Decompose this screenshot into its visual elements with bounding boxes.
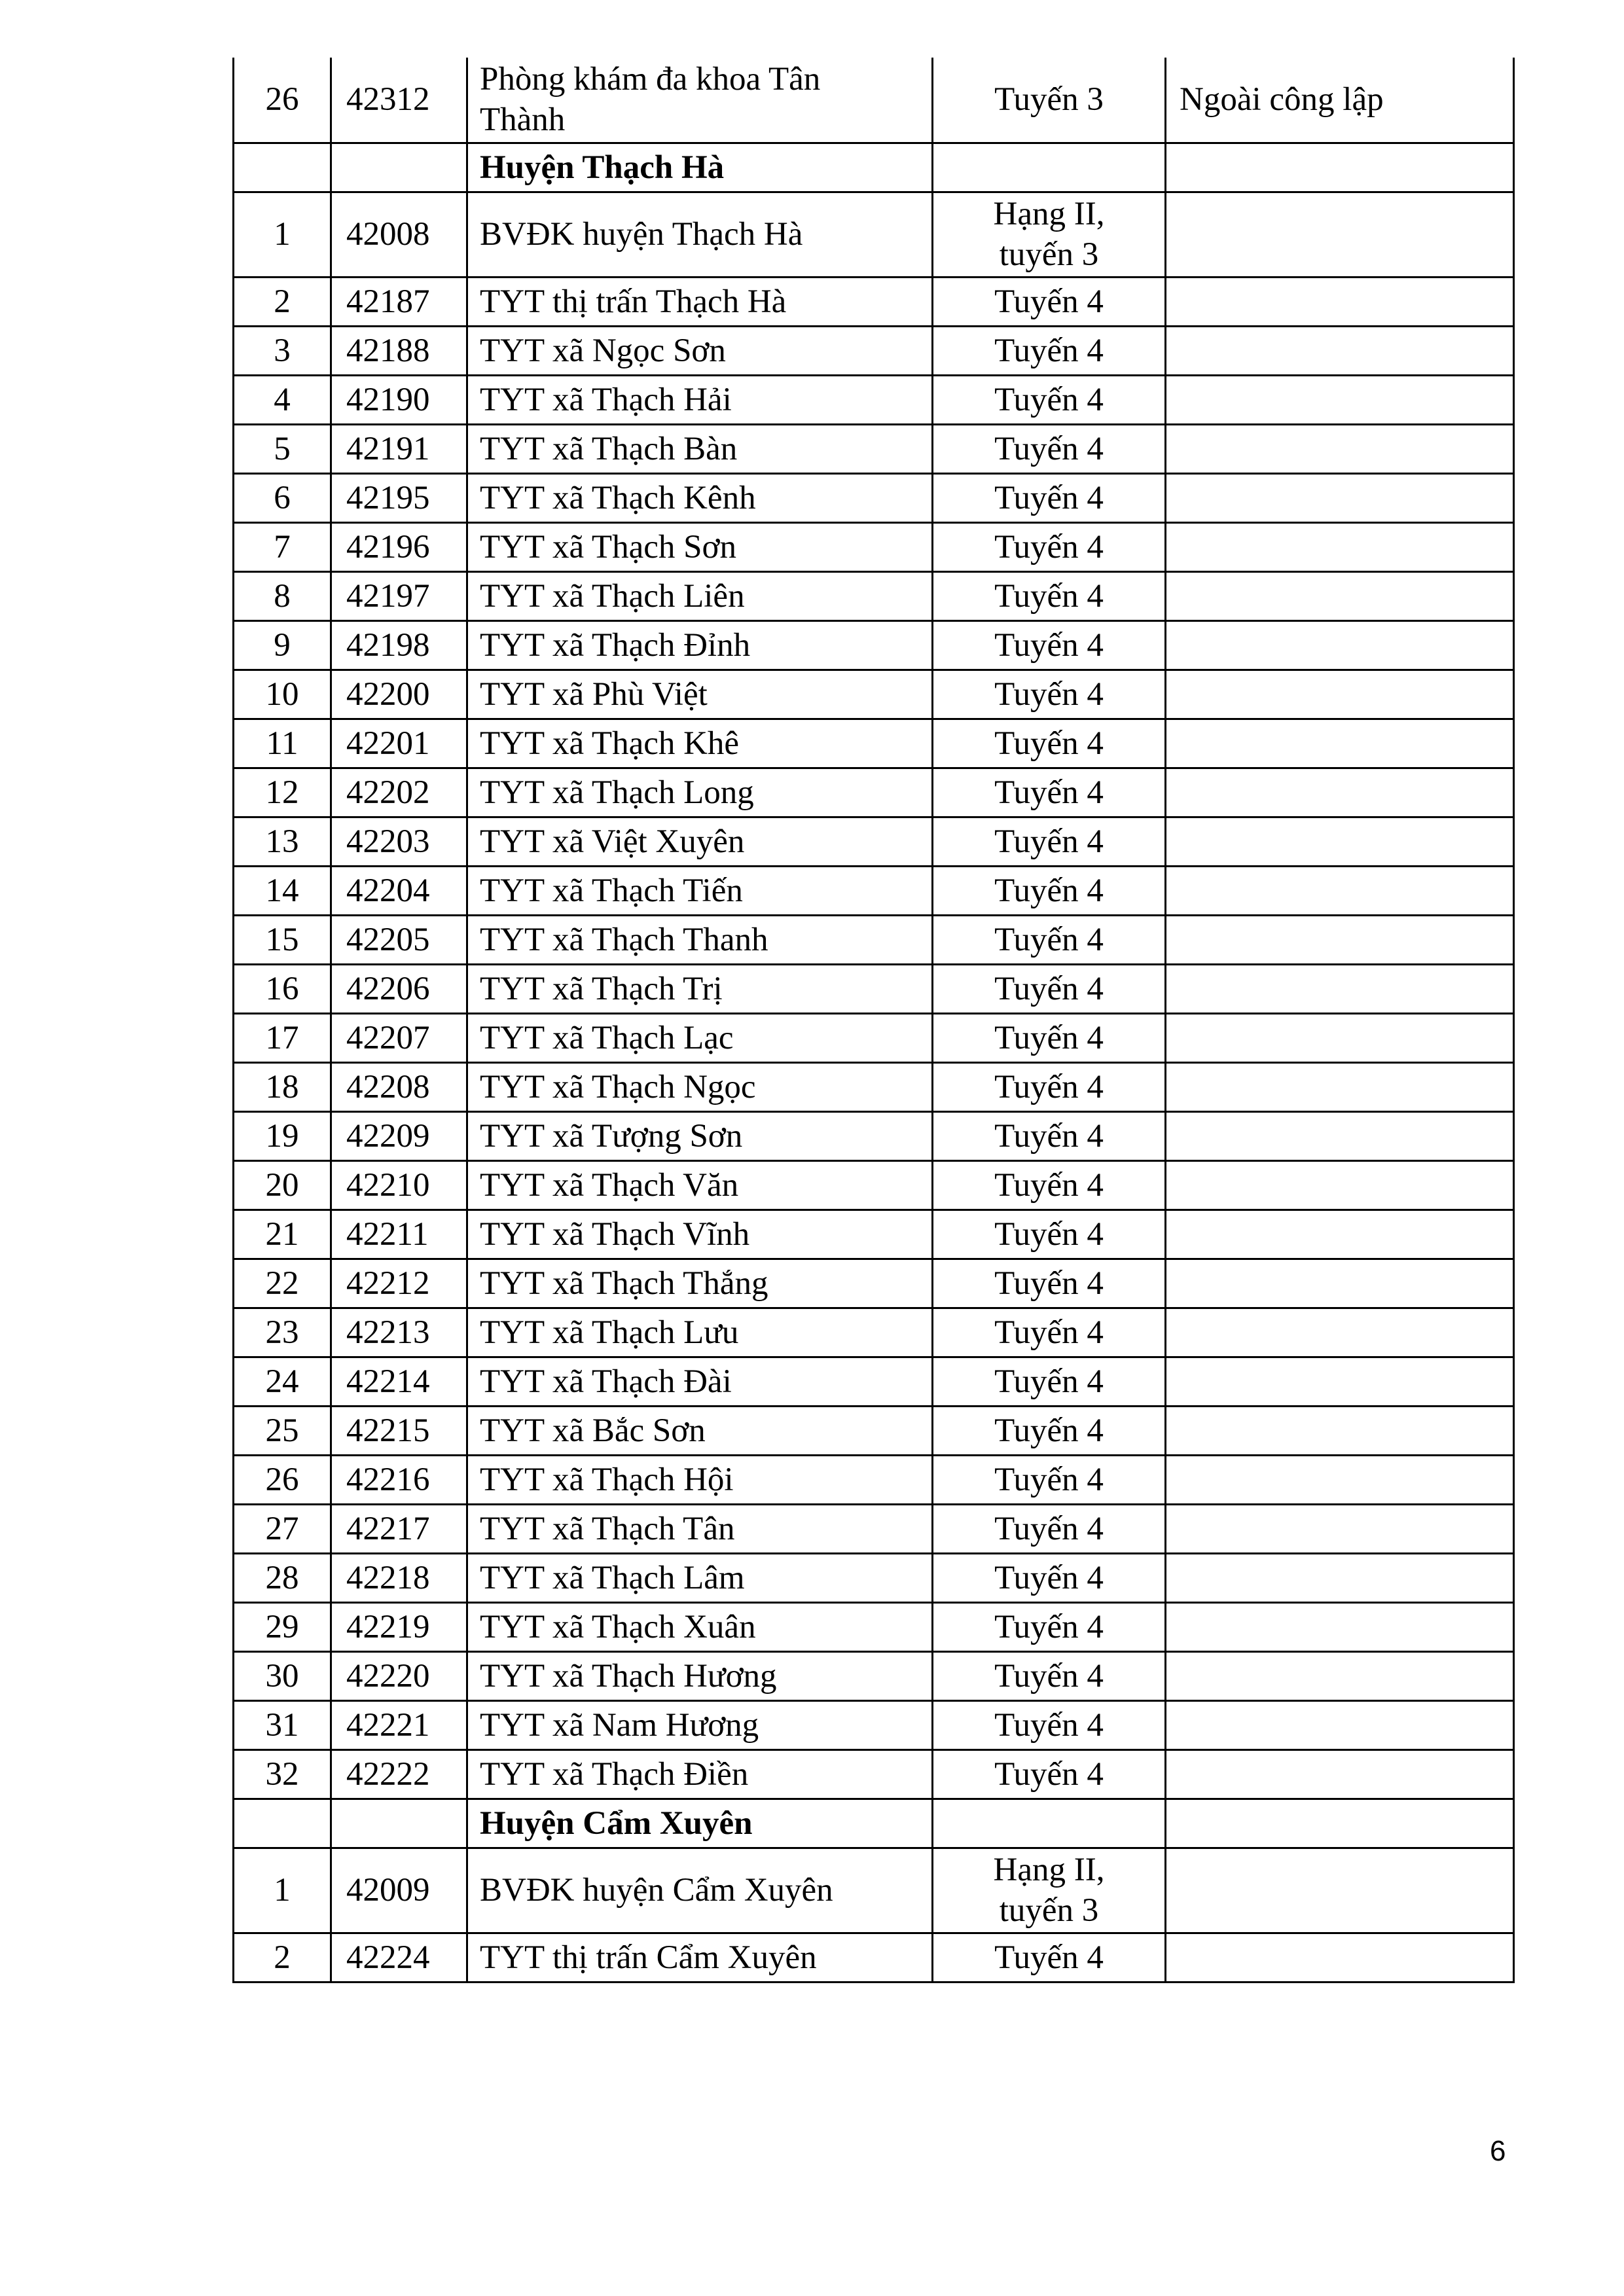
stt-cell: 13 [234,817,331,866]
facility-table [232,58,1515,1983]
ownership-type-cell [1166,915,1514,964]
ownership-type-cell [1166,1111,1514,1160]
facility-name-cell: TYT xã Thạch Kênh [467,473,933,522]
facility-name-cell: TYT xã Thạch Liên [467,571,933,620]
facility-code-cell: 42197 [331,571,467,620]
ownership-type-cell [1166,719,1514,768]
level-cell: Tuyến 4 [933,522,1166,571]
ownership-type-cell [1166,1210,1514,1259]
table-row [234,817,1514,866]
level-cell: Tuyến 4 [933,1602,1166,1651]
page-number: 6 [1490,2135,1506,2167]
ownership-type-cell [1166,768,1514,817]
facility-name-cell: BVĐK huyện Cẩm Xuyên [467,1848,933,1933]
facility-code-cell: 42219 [331,1602,467,1651]
ownership-type-cell [1166,1160,1514,1210]
facility-name-cell: TYT xã Thạch Long [467,768,933,817]
table-row [234,1210,1514,1259]
stt-cell: 32 [234,1749,331,1799]
table-row [234,866,1514,915]
facility-name-cell: TYT xã Nam Hương [467,1700,933,1749]
facility-name-cell: TYT xã Thạch Lạc [467,1013,933,1062]
table-row [234,1651,1514,1700]
level-cell: Hạng II, tuyến 3 [933,192,1166,277]
level-cell: Tuyến 4 [933,326,1166,375]
facility-code-cell: 42204 [331,866,467,915]
facility-table-body [234,58,1514,1982]
table-row [234,375,1514,424]
stt-cell: 1 [234,1848,331,1933]
table-row [234,1062,1514,1111]
facility-code-cell: 42009 [331,1848,467,1933]
level-cell: Tuyến 4 [933,620,1166,670]
table-row [234,1111,1514,1160]
table-row [234,719,1514,768]
facility-code-cell: 42209 [331,1111,467,1160]
level-cell: Tuyến 4 [933,1651,1166,1700]
ownership-type-cell [1166,1308,1514,1357]
facility-code-cell: 42210 [331,1160,467,1210]
facility-name-cell: TYT xã Việt Xuyên [467,817,933,866]
stt-cell: 16 [234,964,331,1013]
facility-name-cell: TYT xã Thạch Hội [467,1455,933,1504]
facility-name-cell: TYT xã Phù Việt [467,670,933,719]
facility-code-cell: 42224 [331,1933,467,1982]
stt-cell: 4 [234,375,331,424]
facility-name-cell: BVĐK huyện Thạch Hà [467,192,933,277]
level-cell: Tuyến 4 [933,571,1166,620]
stt-cell: 20 [234,1160,331,1210]
facility-name-cell: TYT xã Tượng Sơn [467,1111,933,1160]
table-row [234,1602,1514,1651]
facility-name-cell: TYT xã Thạch Điền [467,1749,933,1799]
stt-cell: 17 [234,1013,331,1062]
facility-name-cell: TYT xã Thạch Trị [467,964,933,1013]
stt-cell: 6 [234,473,331,522]
level-cell: Tuyến 4 [933,1013,1166,1062]
ownership-type-cell [1166,424,1514,473]
facility-code-cell: 42187 [331,277,467,326]
stt-cell: 8 [234,571,331,620]
level-cell: Hạng II, tuyến 3 [933,1848,1166,1933]
ownership-type-cell [1166,1259,1514,1308]
level-cell: Tuyến 4 [933,719,1166,768]
level-cell: Tuyến 4 [933,424,1166,473]
stt-cell: 26 [234,1455,331,1504]
facility-name-cell: TYT thị trấn Thạch Hà [467,277,933,326]
ownership-type-cell [1166,1357,1514,1406]
facility-name-cell: TYT xã Ngọc Sơn [467,326,933,375]
stt-cell: 27 [234,1504,331,1553]
level-cell [933,1799,1166,1848]
facility-code-cell [331,1799,467,1848]
facility-code-cell: 42218 [331,1553,467,1602]
facility-name-cell: TYT xã Thạch Sơn [467,522,933,571]
level-cell: Tuyến 4 [933,1210,1166,1259]
stt-cell: 23 [234,1308,331,1357]
ownership-type-cell [1166,1504,1514,1553]
ownership-type-cell [1166,1933,1514,1982]
facility-name-cell: TYT thị trấn Cẩm Xuyên [467,1933,933,1982]
ownership-type-cell [1166,1848,1514,1933]
facility-code-cell: 42201 [331,719,467,768]
facility-code-cell: 42206 [331,964,467,1013]
ownership-type-cell [1166,1749,1514,1799]
table-row [234,1160,1514,1210]
level-cell: Tuyến 4 [933,1308,1166,1357]
facility-name-cell: Phòng khám đa khoa Tân Thành [467,58,933,143]
stt-cell: 3 [234,326,331,375]
ownership-type-cell [1166,1602,1514,1651]
facility-code-cell: 42195 [331,473,467,522]
table-row [234,1406,1514,1455]
level-cell: Tuyến 4 [933,1357,1166,1406]
facility-name-cell: TYT xã Thạch Đài [467,1357,933,1406]
ownership-type-cell [1166,817,1514,866]
level-cell: Tuyến 3 [933,58,1166,143]
table-row [234,192,1514,277]
stt-cell: 7 [234,522,331,571]
stt-cell: 18 [234,1062,331,1111]
stt-cell: 21 [234,1210,331,1259]
facility-code-cell: 42008 [331,192,467,277]
facility-code-cell: 42200 [331,670,467,719]
facility-code-cell: 42208 [331,1062,467,1111]
stt-cell: 25 [234,1406,331,1455]
facility-name-cell: TYT xã Thạch Lâm [467,1553,933,1602]
stt-cell: 31 [234,1700,331,1749]
facility-name-cell: TYT xã Thạch Văn [467,1160,933,1210]
table-row [234,1259,1514,1308]
facility-code-cell: 42212 [331,1259,467,1308]
facility-name-cell: Huyện Thạch Hà [467,143,933,192]
stt-cell: 30 [234,1651,331,1700]
district-section-row [234,143,1514,192]
facility-code-cell: 42312 [331,58,467,143]
ownership-type-cell: Ngoài công lập [1166,58,1514,143]
ownership-type-cell [1166,620,1514,670]
facility-code-cell: 42196 [331,522,467,571]
ownership-type-cell [1166,143,1514,192]
table-row [234,1357,1514,1406]
facility-name-cell: TYT xã Thạch Khê [467,719,933,768]
facility-name-cell: TYT xã Thạch Hương [467,1651,933,1700]
table-row [234,1848,1514,1933]
facility-name-cell: TYT xã Thạch Hải [467,375,933,424]
table-row [234,1455,1514,1504]
facility-code-cell: 42215 [331,1406,467,1455]
table-row [234,473,1514,522]
level-cell: Tuyến 4 [933,964,1166,1013]
table-row [234,1933,1514,1982]
level-cell: Tuyến 4 [933,915,1166,964]
stt-cell: 2 [234,277,331,326]
facility-name-cell: TYT xã Thạch Thắng [467,1259,933,1308]
ownership-type-cell [1166,1013,1514,1062]
facility-code-cell: 42221 [331,1700,467,1749]
stt-cell: 2 [234,1933,331,1982]
table-row [234,915,1514,964]
ownership-type-cell [1166,1455,1514,1504]
level-cell: Tuyến 4 [933,1406,1166,1455]
table-row [234,670,1514,719]
stt-cell: 12 [234,768,331,817]
facility-name-cell: TYT xã Thạch Bàn [467,424,933,473]
table-row [234,424,1514,473]
level-cell: Tuyến 4 [933,1455,1166,1504]
table-row [234,1013,1514,1062]
table-row [234,964,1514,1013]
ownership-type-cell [1166,1700,1514,1749]
facility-name-cell: TYT xã Thạch Xuân [467,1602,933,1651]
ownership-type-cell [1166,571,1514,620]
ownership-type-cell [1166,375,1514,424]
level-cell: Tuyến 4 [933,768,1166,817]
table-row [234,1553,1514,1602]
level-cell: Tuyến 4 [933,1553,1166,1602]
stt-cell: 28 [234,1553,331,1602]
table-row [234,1504,1514,1553]
stt-cell [234,143,331,192]
table-row [234,1308,1514,1357]
facility-code-cell: 42214 [331,1357,467,1406]
facility-name-cell: TYT xã Thạch Tân [467,1504,933,1553]
level-cell: Tuyến 4 [933,277,1166,326]
table-row [234,277,1514,326]
table-row [234,522,1514,571]
stt-cell: 14 [234,866,331,915]
facility-name-cell: TYT xã Thạch Lưu [467,1308,933,1357]
stt-cell: 5 [234,424,331,473]
facility-name-cell: Huyện Cẩm Xuyên [467,1799,933,1848]
stt-cell: 9 [234,620,331,670]
facility-code-cell: 42203 [331,817,467,866]
table-row [234,768,1514,817]
ownership-type-cell [1166,1406,1514,1455]
level-cell: Tuyến 4 [933,866,1166,915]
ownership-type-cell [1166,1799,1514,1848]
facility-name-cell: TYT xã Thạch Thanh [467,915,933,964]
ownership-type-cell [1166,866,1514,915]
table-row [234,326,1514,375]
stt-cell [234,1799,331,1848]
level-cell: Tuyến 4 [933,1700,1166,1749]
ownership-type-cell [1166,326,1514,375]
ownership-type-cell [1166,1553,1514,1602]
table-row [234,58,1514,143]
stt-cell: 1 [234,192,331,277]
facility-name-cell: TYT xã Thạch Vĩnh [467,1210,933,1259]
stt-cell: 10 [234,670,331,719]
facility-code-cell: 42205 [331,915,467,964]
facility-code-cell: 42202 [331,768,467,817]
table-row [234,571,1514,620]
table-row [234,1749,1514,1799]
ownership-type-cell [1166,522,1514,571]
facility-code-cell: 42213 [331,1308,467,1357]
ownership-type-cell [1166,964,1514,1013]
ownership-type-cell [1166,1651,1514,1700]
table-row [234,1700,1514,1749]
level-cell: Tuyến 4 [933,1111,1166,1160]
facility-code-cell: 42207 [331,1013,467,1062]
facility-code-cell: 42190 [331,375,467,424]
stt-cell: 15 [234,915,331,964]
stt-cell: 24 [234,1357,331,1406]
ownership-type-cell [1166,192,1514,277]
level-cell: Tuyến 4 [933,1504,1166,1553]
level-cell [933,143,1166,192]
facility-name-cell: TYT xã Thạch Đỉnh [467,620,933,670]
stt-cell: 29 [234,1602,331,1651]
level-cell: Tuyến 4 [933,670,1166,719]
facility-name-cell: TYT xã Thạch Tiến [467,866,933,915]
facility-code-cell: 42220 [331,1651,467,1700]
facility-code-cell: 42198 [331,620,467,670]
level-cell: Tuyến 4 [933,1259,1166,1308]
facility-name-cell: TYT xã Thạch Ngọc [467,1062,933,1111]
stt-cell: 26 [234,58,331,143]
table-row [234,620,1514,670]
ownership-type-cell [1166,277,1514,326]
level-cell: Tuyến 4 [933,375,1166,424]
facility-code-cell [331,143,467,192]
facility-code-cell: 42222 [331,1749,467,1799]
ownership-type-cell [1166,473,1514,522]
level-cell: Tuyến 4 [933,473,1166,522]
facility-code-cell: 42188 [331,326,467,375]
level-cell: Tuyến 4 [933,1160,1166,1210]
level-cell: Tuyến 4 [933,1749,1166,1799]
ownership-type-cell [1166,1062,1514,1111]
level-cell: Tuyến 4 [933,817,1166,866]
facility-code-cell: 42191 [331,424,467,473]
stt-cell: 19 [234,1111,331,1160]
facility-code-cell: 42217 [331,1504,467,1553]
stt-cell: 11 [234,719,331,768]
facility-name-cell: TYT xã Bắc Sơn [467,1406,933,1455]
district-section-row [234,1799,1514,1848]
ownership-type-cell [1166,670,1514,719]
facility-code-cell: 42211 [331,1210,467,1259]
stt-cell: 22 [234,1259,331,1308]
facility-code-cell: 42216 [331,1455,467,1504]
level-cell: Tuyến 4 [933,1933,1166,1982]
level-cell: Tuyến 4 [933,1062,1166,1111]
